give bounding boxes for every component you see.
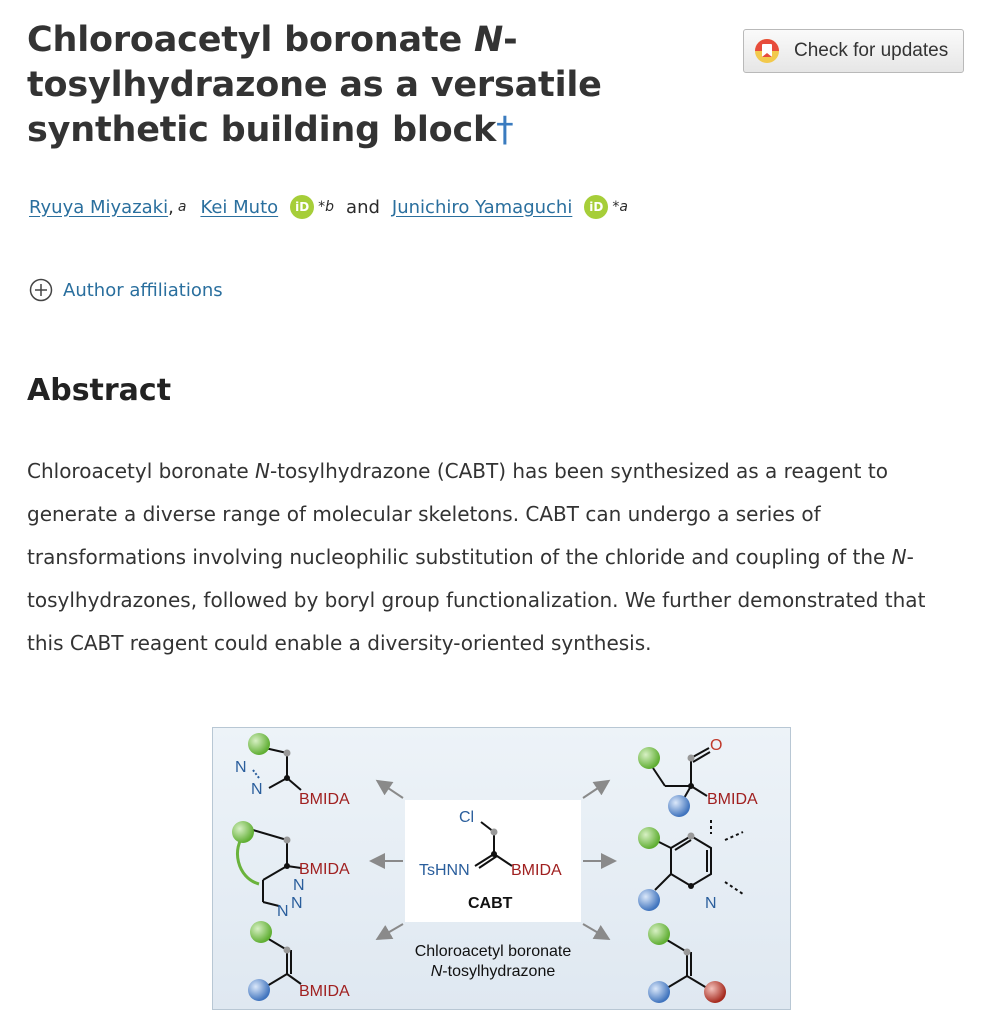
- author-affil-marker: *b: [318, 199, 335, 215]
- aldehyde-product: [638, 737, 758, 817]
- graphical-abstract-scheme: [213, 728, 790, 1009]
- footnote-dagger-link[interactable]: †: [496, 110, 514, 150]
- bmida-label: BMIDA: [707, 791, 758, 808]
- graphical-abstract[interactable]: [212, 727, 791, 1010]
- abstract-text: Chloroacetyl boronate N-tosylhydrazone (CABT) has been synthesized as a reagent to generate a diverse range of molecular skeletons. CABT can undergo a series of transformations involving nucleophilic substitution of the chloride and coupling of the N-tosylhydrazones, followed by boryl group functionalization. We further demonstrated that this CABT reagent could enable a diversity-oriented synthesis.: [27, 459, 926, 655]
- caption-line1: Chloroacetyl boronate: [414, 943, 572, 960]
- bicyclic-product: [232, 821, 350, 920]
- article-title: Chloroacetyl boronate N- tosylhydrazone as a versatile synthetic building block†: [27, 20, 602, 150]
- n-label: N: [293, 877, 305, 894]
- author-sep-and: and: [346, 196, 380, 218]
- vinyl-boronate-product: [248, 921, 350, 1001]
- author-sep-comma: ,: [168, 196, 174, 218]
- plus-circle-icon: [29, 278, 53, 302]
- n-label: N: [291, 895, 303, 912]
- author-list: [29, 195, 628, 219]
- orcid-icon[interactable]: iD: [584, 195, 608, 219]
- author-affiliations-label: Author affiliations: [63, 279, 223, 301]
- n-label: N: [705, 895, 717, 912]
- bmida-label: BMIDA: [299, 983, 350, 1000]
- author-affil-marker: a: [177, 199, 187, 215]
- author-affil-marker: *a: [612, 199, 628, 215]
- pyridine-product: [638, 820, 743, 912]
- caption-line2: N-tosylhydrazone: [430, 963, 556, 980]
- alkene-product: [648, 923, 726, 1003]
- bmida-label: BMIDA: [511, 862, 562, 879]
- author-link-muto[interactable]: Kei Muto: [200, 196, 279, 218]
- cabt-label: CABT: [468, 895, 513, 912]
- check-for-updates-button[interactable]: [743, 29, 964, 73]
- abstract-heading: Abstract: [27, 373, 172, 408]
- n-label: N: [251, 781, 263, 798]
- tshnn-label: TsHNN: [419, 862, 470, 879]
- orcid-icon[interactable]: iD: [290, 195, 314, 219]
- n-label: N: [277, 903, 289, 920]
- bmida-label: BMIDA: [299, 791, 350, 808]
- n-label: N: [235, 759, 247, 776]
- author-link-yamaguchi[interactable]: Junichiro Yamaguchi: [391, 196, 573, 218]
- author-affiliations-toggle[interactable]: [29, 278, 223, 302]
- author-link-miyazaki[interactable]: Ryuya Miyazaki: [29, 196, 169, 218]
- pyrazoline-product: [235, 733, 350, 808]
- check-for-updates-label: Check for updates: [794, 40, 949, 61]
- crossmark-icon: [754, 38, 780, 64]
- bmida-label: BMIDA: [299, 861, 350, 878]
- oxygen-label: O: [710, 737, 723, 754]
- chlorine-label: Cl: [459, 809, 475, 826]
